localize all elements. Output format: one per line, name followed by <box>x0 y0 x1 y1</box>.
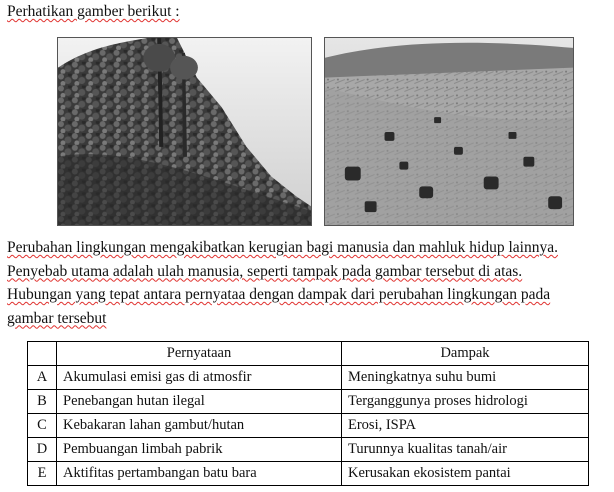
option-letter: B <box>28 390 57 414</box>
impact-cell: Terganggunya proses hidrologi <box>342 390 589 414</box>
table-row <box>28 414 589 438</box>
statement-cell: Pembuangan limbah pabrik <box>57 438 342 462</box>
impact-cell: Meningkatnya suhu bumi <box>342 366 589 390</box>
header-option <box>28 342 57 366</box>
table-row <box>28 438 589 462</box>
statement-cell: Akumulasi emisi gas di atmosfir <box>57 366 342 390</box>
option-letter: A <box>28 366 57 390</box>
statement-cell: Penebangan hutan ilegal <box>57 390 342 414</box>
question-line: Perubahan lingkungan mengakibatkan kerugian bagi manusia dan mahluk hidup lainnya. <box>7 239 558 256</box>
question-line: Hubungan yang tepat antara pernyataa dengan dampak dari perubahan lingkungan pada <box>7 286 551 303</box>
table-row <box>28 366 589 390</box>
impact-cell: Turunnya kualitas tanah/air <box>342 438 589 462</box>
question-text <box>7 236 597 330</box>
header-statement: Pernyataan <box>57 342 342 366</box>
question-line: gambar tersebut <box>7 309 107 327</box>
table-row <box>28 390 589 414</box>
statement-cell: Kebakaran lahan gambut/hutan <box>57 414 342 438</box>
impact-cell: Kerusakan ekosistem pantai <box>342 462 589 486</box>
impact-cell: Erosi, ISPA <box>342 414 589 438</box>
deforested-photo <box>324 37 574 226</box>
forest-photo <box>57 37 312 226</box>
table-row <box>28 462 589 486</box>
statement-cell: Aktifitas pertambangan batu bara <box>57 462 342 486</box>
question-line: Penyebab utama adalah ulah manusia, seperti tampak pada gambar tersebut di atas. <box>7 262 523 280</box>
option-letter: D <box>28 438 57 462</box>
answer-table <box>27 341 589 486</box>
option-letter: C <box>28 414 57 438</box>
header-impact: Dampak <box>342 342 589 366</box>
option-letter: E <box>28 462 57 486</box>
instruction-text: Perhatikan gamber berikut : <box>7 3 180 20</box>
table-header-row <box>28 342 589 366</box>
